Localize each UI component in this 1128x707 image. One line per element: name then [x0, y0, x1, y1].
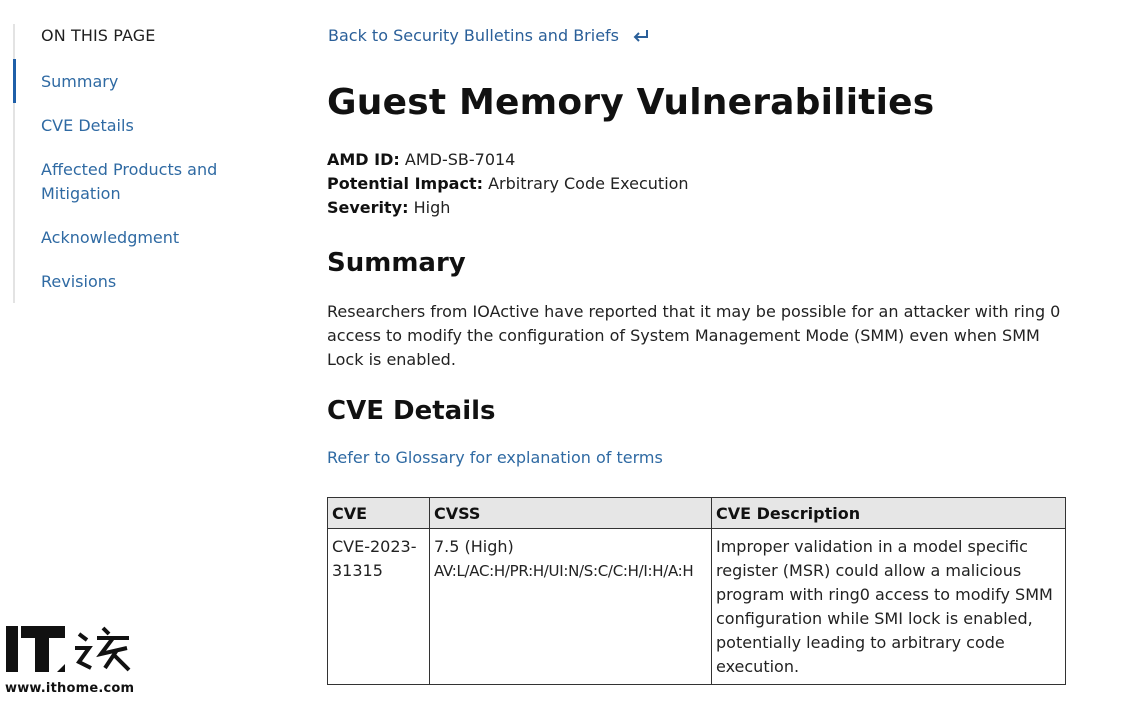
cvss-vector: AV:L/AC:H/PR:H/UI:N/S:C/C:H/I:H/A:H	[434, 562, 694, 580]
impact-row	[327, 172, 689, 196]
amd-id-row	[327, 148, 689, 172]
sidebar-item-cve-details[interactable]: CVE Details	[41, 116, 134, 135]
table-row	[328, 529, 1066, 685]
glossary-link[interactable]: Refer to Glossary for explanation of terms	[327, 448, 663, 467]
header-cvss: CVSS	[430, 498, 712, 529]
summary-text: Researchers from IOActive have reported that it may be possible for an attacker with ring 0 access to modify the configuration of System Management Mode (SMM) even when SMM Lock is enabled.	[327, 302, 1061, 369]
ithome-logo-icon	[5, 624, 133, 676]
severity-label: Severity:	[327, 198, 409, 217]
impact-label: Potential Impact:	[327, 174, 483, 193]
active-indicator	[13, 59, 16, 103]
on-this-page-sidebar	[13, 24, 245, 303]
return-arrow-icon	[632, 28, 650, 48]
summary-heading: Summary	[327, 248, 466, 278]
cell-description: Improper validation in a model specific register (MSR) could allow a malicious program with ring0 access to modify SMM configuration while SMI lock is enabled, potentially leading to arbitrary code execution.	[712, 529, 1066, 685]
cve-table	[327, 497, 1066, 685]
sidebar-item-summary[interactable]: Summary	[41, 72, 119, 91]
watermark-domain: www.ithome.com	[5, 681, 135, 696]
page-title: Guest Memory Vulnerabilities	[327, 82, 935, 123]
amd-id-label: AMD ID:	[327, 150, 400, 169]
header-cve-description: CVE Description	[712, 498, 1066, 529]
back-link-label: Back to Security Bulletins and Briefs	[328, 26, 619, 45]
back-link[interactable]	[328, 26, 650, 48]
bulletin-meta	[327, 148, 689, 220]
severity-value: High	[413, 198, 451, 217]
amd-id-value: AMD-SB-7014	[404, 150, 516, 169]
sidebar-item-affected-products[interactable]: Affected Products and Mitigation	[41, 160, 218, 203]
impact-value: Arbitrary Code Execution	[488, 174, 689, 193]
sidebar-item-acknowledgment[interactable]: Acknowledgment	[41, 228, 180, 247]
ithome-watermark	[5, 624, 135, 700]
sidebar-item-revisions[interactable]: Revisions	[41, 272, 117, 291]
table-header-row	[328, 498, 1066, 529]
severity-row	[327, 196, 689, 220]
cell-cvss	[430, 529, 712, 685]
cell-cve-id: CVE-2023-31315	[328, 529, 430, 685]
sidebar-heading: ON THIS PAGE	[41, 26, 156, 45]
header-cve: CVE	[328, 498, 430, 529]
cvss-score: 7.5 (High)	[434, 537, 514, 556]
cve-details-heading: CVE Details	[327, 396, 496, 426]
